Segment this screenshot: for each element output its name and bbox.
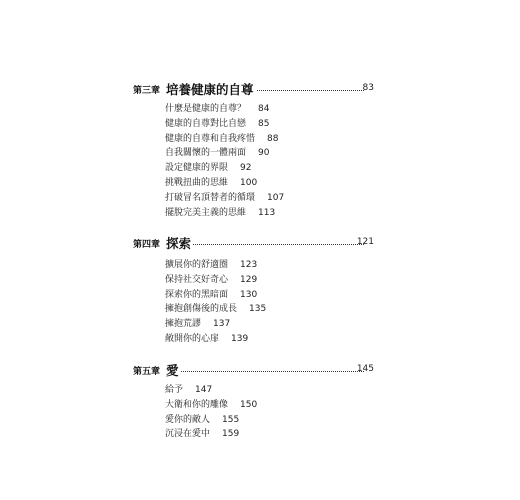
toc-entry <box>165 273 266 288</box>
entry-page: 100 <box>240 177 258 188</box>
dot-leader <box>166 371 364 372</box>
toc-entry <box>165 383 257 398</box>
entry-page: 88 <box>267 133 279 144</box>
entry-page: 129 <box>240 274 258 285</box>
entry-page: 113 <box>258 207 276 218</box>
entry-page: 92 <box>240 163 252 174</box>
entry-title: 沉浸在愛中 <box>165 429 211 440</box>
entry-page: 147 <box>195 385 213 395</box>
toc-entry <box>165 206 284 221</box>
toc-entry <box>165 191 284 206</box>
toc-entry <box>165 302 266 317</box>
toc-entry <box>165 102 284 117</box>
chapter-page: 145 <box>356 364 374 374</box>
entry-title: 什麼是健康的自尊？ <box>165 104 247 114</box>
entry-title: 自我關懷的一體兩面 <box>165 148 247 159</box>
entry-title: 擁抱荒謬 <box>165 319 202 330</box>
entry-page: 155 <box>222 414 240 425</box>
toc-entry <box>165 258 266 273</box>
toc-entry <box>165 288 266 303</box>
entry-title: 探索你的黑暗面 <box>165 289 229 300</box>
toc-entry <box>165 427 257 442</box>
chapter-title: 培養健康的自尊 <box>166 82 254 97</box>
entry-title: 健康的自尊和自我疼惜 <box>165 133 256 144</box>
entry-title: 給予 <box>165 385 184 395</box>
entry-page: 159 <box>222 429 240 440</box>
entry-title: 敞開你的心扉 <box>165 333 220 344</box>
chapter-number: 第五章 <box>133 367 161 377</box>
entry-page: 137 <box>213 319 231 330</box>
section-list <box>165 102 284 220</box>
toc-entry <box>165 161 284 176</box>
entry-page: 139 <box>231 333 249 344</box>
entry-page: 84 <box>258 104 270 114</box>
entry-title: 擁抱創傷後的成長 <box>165 304 238 315</box>
entry-page: 123 <box>240 260 258 270</box>
section-list <box>165 383 257 442</box>
toc-entry <box>165 117 284 132</box>
entry-title: 保持社交好奇心 <box>165 274 229 285</box>
entry-page: 130 <box>240 289 258 300</box>
entry-title: 打破冒名頂替者的循環 <box>165 192 256 203</box>
entry-title: 健康的自尊對比自戀 <box>165 118 247 129</box>
toc-entry <box>165 413 257 428</box>
chapter-heading <box>133 234 374 254</box>
entry-page: 150 <box>240 399 258 410</box>
chapter-title: 探索 <box>166 236 192 251</box>
chapter-number: 第四章 <box>133 240 161 250</box>
entry-title: 設定健康的界限 <box>165 163 229 174</box>
chapter-heading <box>133 361 374 381</box>
entry-page: 135 <box>249 304 267 315</box>
entry-title: 擴展你的舒適圈 <box>165 260 229 270</box>
entry-page: 107 <box>267 192 285 203</box>
entry-title: 擺脫完美主義的思維 <box>165 207 247 218</box>
toc-entry <box>165 176 284 191</box>
chapter-page: 83 <box>362 83 374 93</box>
entry-title: 挑戰扭曲的思維 <box>165 177 229 188</box>
chapter-page: 121 <box>356 237 374 247</box>
toc-entry <box>165 317 266 332</box>
toc-entry <box>165 146 284 161</box>
entry-page: 90 <box>258 148 270 159</box>
chapter-title: 愛 <box>166 363 179 378</box>
chapter-heading <box>133 80 374 100</box>
toc-entry <box>165 332 266 347</box>
entry-title: 大衛和你的雕像 <box>165 399 229 410</box>
entry-page: 85 <box>258 118 270 129</box>
dot-leader <box>166 244 364 245</box>
section-list <box>165 258 266 347</box>
chapter-number: 第三章 <box>133 86 161 96</box>
toc-entry <box>165 398 257 413</box>
entry-title: 愛你的敵人 <box>165 414 211 425</box>
toc-entry <box>165 132 284 147</box>
